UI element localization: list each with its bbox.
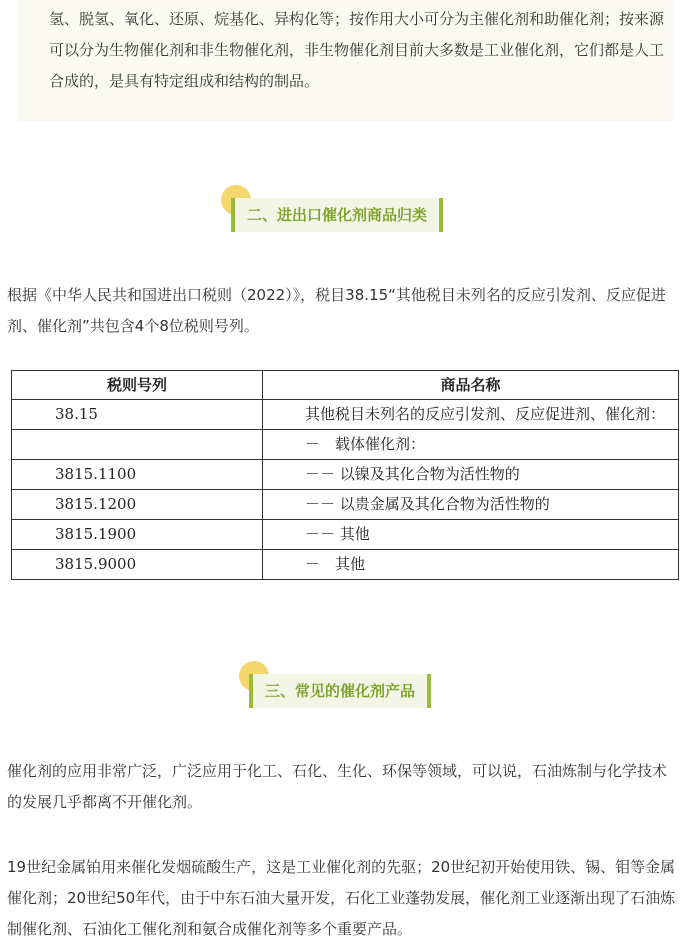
row-code: [12, 430, 263, 460]
section3-heading-text: 三、常见的催化剂产品: [249, 674, 431, 708]
section3-paragraph-2: 19世纪金属铂用来催化发烟硫酸生产，这是工业催化剂的先驱；20世纪初开始使用铁、锡、钼等金属催化剂；20世纪50年代，由于中东石油大量开发，石化工业蓬勃发展，催化剂工业逐渐出现了石油炼制催化剂、石油化工催化剂和氨合成催化剂等多个重要产品。: [7, 858, 676, 938]
section3-paragraph-1: 催化剂的应用非常广泛，广泛应用于化工、石化、生化、环保等领域，可以说，石油炼制与化学技术的发展几乎都离不开催化剂。: [7, 762, 668, 811]
row-name: －－ 以镍及其化合物为活性物的: [263, 460, 679, 490]
row-name: － 载体催化剂：: [263, 430, 679, 460]
table-header-row: [12, 371, 679, 400]
row-name: －－ 其他: [263, 520, 679, 550]
intro-text: 氢、脱氢、氧化、还原、烷基化、异构化等；按作用大小可分为主催化剂和助催化剂；按来源可以分为生物催化剂和非生物催化剂，非生物催化剂目前大多数是工业催化剂，它们都是人工合成的，是具有特定组成和结构的制品。: [49, 10, 665, 90]
row-name: － 其他: [263, 550, 679, 580]
header-name: 商品名称: [263, 371, 679, 400]
row-code: 3815.9000: [12, 550, 263, 580]
row-code: 3815.1200: [12, 490, 263, 520]
table-row: [12, 460, 679, 490]
row-code: 38.15: [12, 400, 263, 430]
table-row: [12, 550, 679, 580]
section2-paragraph: 根据《中华人民共和国进出口税则（2022）》，税目38.15“其他税目未列名的反应引发剂、反应促进剂、催化剂”共包含4个8位税则号列。: [7, 286, 666, 335]
table-row: [12, 520, 679, 550]
header-code: 税则号列: [12, 371, 263, 400]
row-name: －－ 以贵金属及其化合物为活性物的: [263, 490, 679, 520]
table-row: [12, 490, 679, 520]
section2-heading: [231, 198, 443, 236]
tariff-table: [11, 370, 679, 580]
row-name: 其他税目未列名的反应引发剂、反应促进剂、催化剂：: [263, 400, 679, 430]
section2-heading-text: 二、进出口催化剂商品归类: [231, 198, 443, 232]
section3-heading: [249, 674, 431, 712]
row-code: 3815.1100: [12, 460, 263, 490]
intro-box: [17, 0, 674, 121]
table-row: [12, 400, 679, 430]
row-code: 3815.1900: [12, 520, 263, 550]
table-row: [12, 430, 679, 460]
